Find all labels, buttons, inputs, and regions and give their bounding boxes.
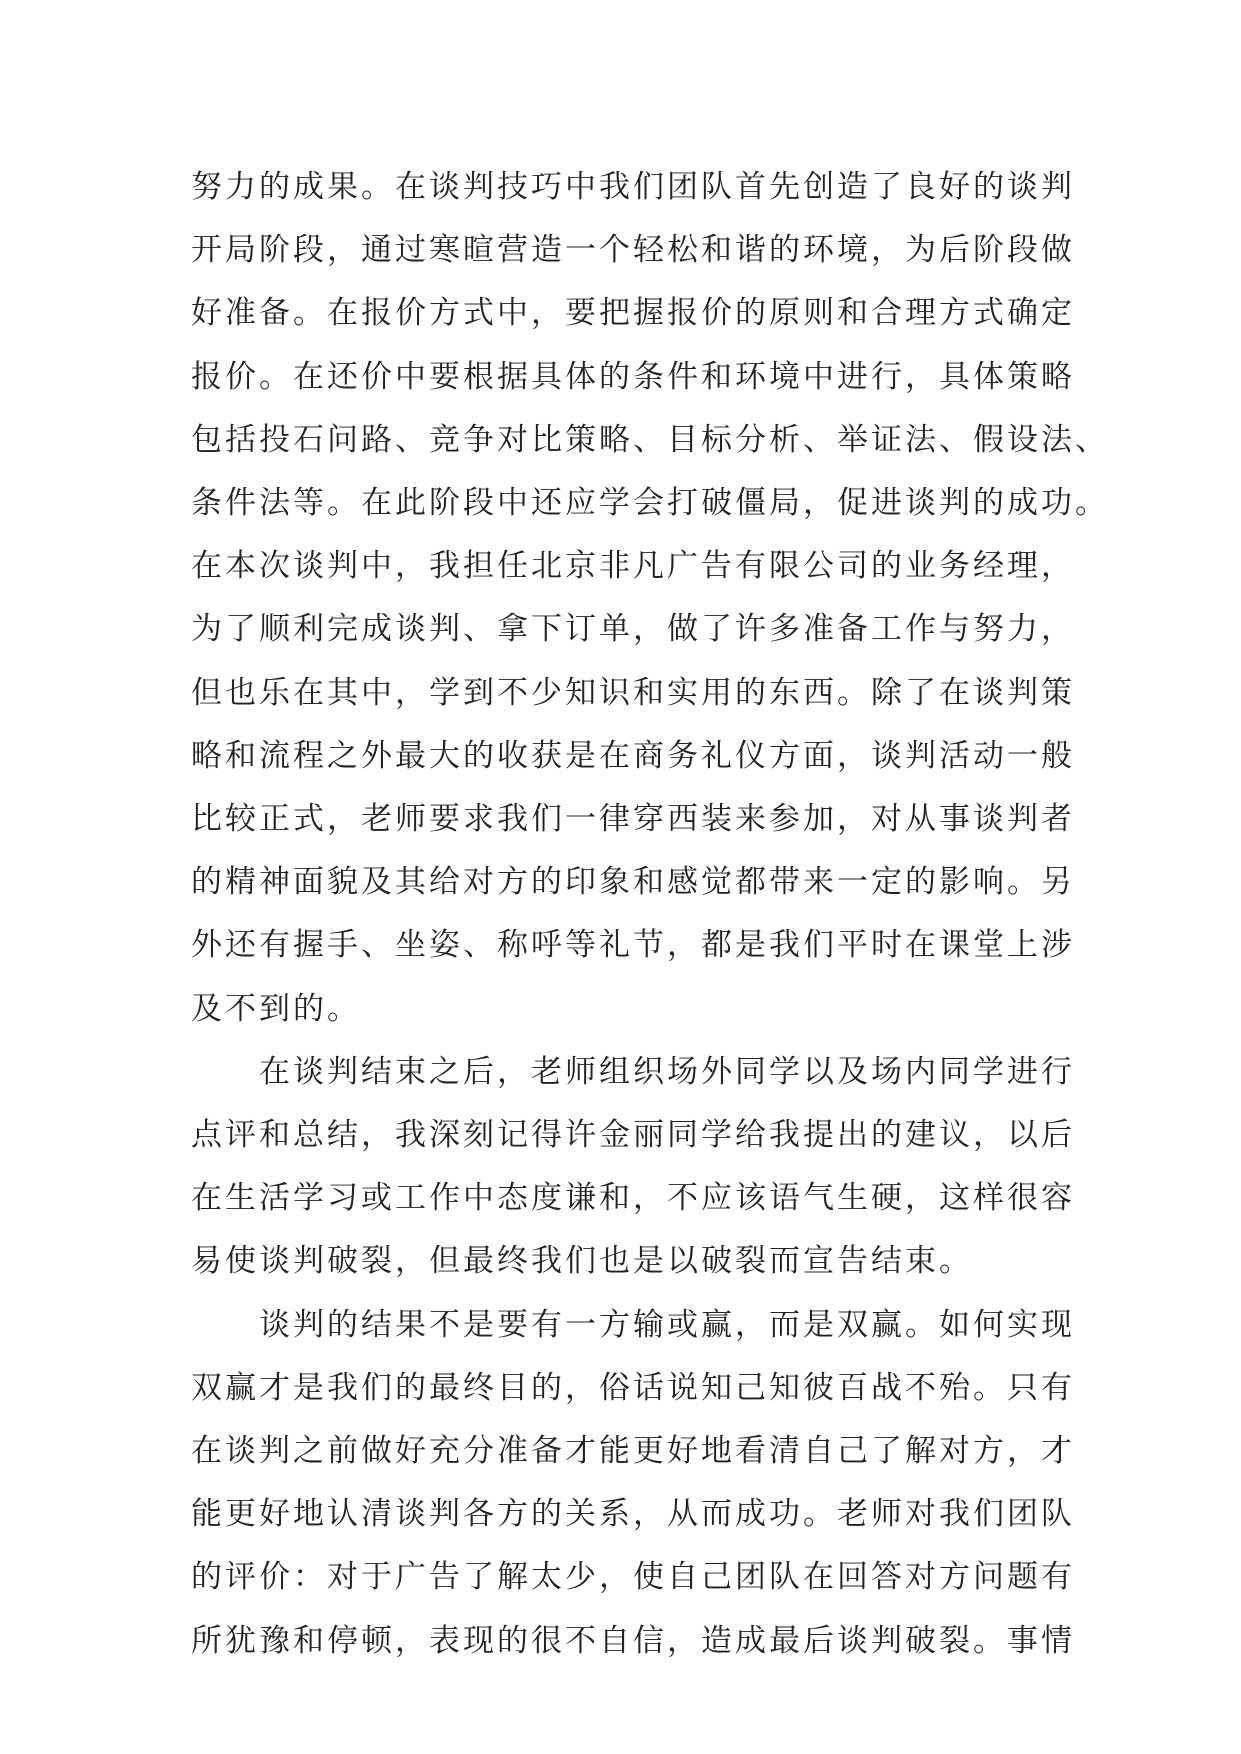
document-body: [191, 156, 1109, 1673]
text-line: 双赢才是我们的最终目的，俗话说知己知彼百战不殆。只有: [191, 1369, 1075, 1406]
text-line: 报价。在还价中要根据具体的条件和环境中进行，具体策略: [191, 358, 1075, 395]
text-line: 所犹豫和停顿，表现的很不自信，造成最后谈判破裂。事情: [191, 1622, 1075, 1659]
text-line: 努力的成果。在谈判技巧中我们团队首先创造了良好的谈判: [191, 169, 1075, 205]
text-line: 为了顺利完成谈判、拿下订单，做了许多准备工作与努力，: [191, 611, 1075, 648]
text-line: 能更好地认清谈判各方的关系，从而成功。老师对我们团队: [191, 1496, 1075, 1533]
text-line: 略和流程之外最大的收获是在商务礼仪方面，谈判活动一般: [191, 737, 1075, 774]
text-line: 比较正式，老师要求我们一律穿西装来参加，对从事谈判者: [191, 801, 1075, 838]
paragraph-2: [191, 1041, 1075, 1294]
text-line: 的精神面貌及其给对方的印象和感觉都带来一定的影响。另: [191, 864, 1075, 901]
text-line: 及不到的。: [191, 990, 361, 1027]
text-line: 好准备。在报价方式中，要把握报价的原则和合理方式确定: [191, 295, 1075, 332]
text-line: 点评和总结，我深刻记得许金丽同学给我提出的建议，以后: [191, 1117, 1075, 1154]
text-line: 在谈判之前做好充分准备才能更好地看清自己了解对方，才: [191, 1433, 1075, 1470]
text-line: 的评价：对于广告了解太少，使自己团队在回答对方问题有: [191, 1559, 1075, 1596]
text-line: 条件法等。在此阶段中还应学会打破僵局，促进谈判的成功。: [191, 485, 1109, 522]
text-line: 在本次谈判中，我担任北京非凡广告有限公司的业务经理，: [191, 548, 1075, 585]
text-line: 包括投石问路、竞争对比策略、目标分析、举证法、假设法、: [191, 421, 1109, 458]
paragraph-1: [191, 156, 1109, 1041]
text-line: 外还有握手、坐姿、称呼等礼节，都是我们平时在课堂上涉: [191, 927, 1075, 964]
text-line: 在谈判结束之后，老师组织场外同学以及场内同学进行: [259, 1053, 1075, 1090]
text-line: 开局阶段，通过寒暄营造一个轻松和谐的环境，为后阶段做: [191, 232, 1075, 269]
text-line: 谈判的结果不是要有一方输或赢，而是双赢。如何实现: [259, 1306, 1075, 1343]
text-line: 易使谈判破裂，但最终我们也是以破裂而宣告结束。: [191, 1243, 973, 1280]
paragraph-3: [191, 1294, 1075, 1673]
text-line: 但也乐在其中，学到不少知识和实用的东西。除了在谈判策: [191, 674, 1075, 711]
text-line: 在生活学习或工作中态度谦和，不应该语气生硬，这样很容: [191, 1180, 1075, 1217]
